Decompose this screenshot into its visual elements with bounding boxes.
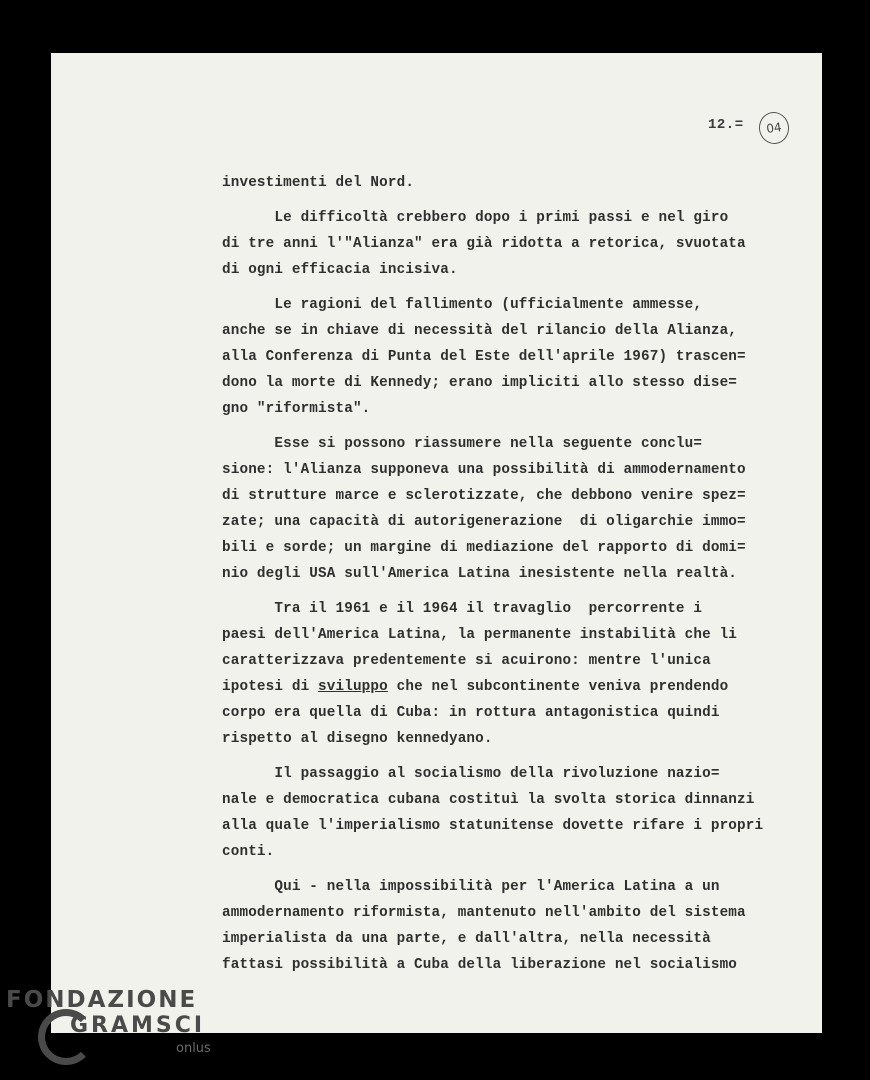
text-line: ammodernamento riformista, mantenuto nell'ambito del sistema — [222, 905, 746, 921]
text-line: investimenti del Nord. — [222, 175, 415, 191]
text-line: bili e sorde; un margine di mediazione del rapporto di domi= — [222, 540, 746, 556]
text-line: alla Conferenza di Punta del Este dell'aprile 1967) trascen= — [222, 349, 746, 365]
fondazione-gramsci-watermark — [0, 985, 230, 1080]
text-line: corpo era quella di Cuba: in rottura antagonistica quindi — [222, 705, 720, 721]
watermark-line3: onlus — [176, 1041, 211, 1056]
text-line — [222, 674, 782, 700]
watermark-line1: FONDAZIONE — [6, 987, 198, 1013]
text-line: Le difficoltà crebbero dopo i primi passi e nel giro — [222, 210, 729, 226]
text-line: nio degli USA sull'America Latina inesistente nella realtà. — [222, 566, 738, 582]
text-line: zate; una capacità di autorigenerazione di oligarchie immo= — [222, 514, 746, 530]
text-segment: che nel subcontinente veniva prendendo — [387, 679, 729, 695]
page-number: 12.= — [708, 117, 744, 133]
text-line: anche se in chiave di necessità del rilancio della Alianza, — [222, 323, 738, 339]
text-line: Le ragioni del fallimento (ufficialmente ammesse, — [222, 297, 703, 313]
text-line: caratterizzava predentemente si acuirono: mentre l'unica — [222, 653, 711, 669]
text-line: Qui - nella impossibilità per l'America Latina a un — [222, 879, 720, 895]
text-line: fattasi possibilità a Cuba della liberazione nel socialismo — [222, 957, 738, 973]
text-line: gno "riformista". — [222, 401, 371, 417]
archive-stamp: 04 — [757, 110, 791, 146]
text-line: di ogni efficacia incisiva. — [222, 262, 458, 278]
text-line: nale e democratica cubana costituì la svolta storica dinnanzi — [222, 792, 755, 808]
underlined-word: sviluppo — [318, 679, 388, 695]
text-line: conti. — [222, 844, 275, 860]
text-line: alla quale l'imperialismo statunitense dovette rifare i propri — [222, 818, 764, 834]
text-line: imperialista da una parte, e dall'altra, nella necessità — [222, 931, 711, 947]
text-line: rispetto al disegno kennedyano. — [222, 731, 493, 747]
text-segment: ipotesi di — [222, 679, 319, 695]
text-line: Esse si possono riassumere nella seguente conclu= — [222, 436, 703, 452]
text-line: di tre anni l'"Alianza" era già ridotta a retorica, svuotata — [222, 236, 746, 252]
text-line: Tra il 1961 e il 1964 il travaglio percorrente i — [222, 601, 703, 617]
text-line: dono la morte di Kennedy; erano impliciti allo stesso dise= — [222, 375, 738, 391]
text-line: paesi dell'America Latina, la permanente instabilità che li — [222, 627, 738, 643]
text-line: sione: l'Alianza supponeva una possibilità di ammodernamento — [222, 462, 746, 478]
text-line: di strutture marce e sclerotizzate, che debbono venire spez= — [222, 488, 746, 504]
text-line: Il passaggio al socialismo della rivoluzione nazio= — [222, 766, 720, 782]
typed-body-text — [222, 170, 782, 978]
watermark-line2: GRAMSCI — [70, 1013, 206, 1038]
